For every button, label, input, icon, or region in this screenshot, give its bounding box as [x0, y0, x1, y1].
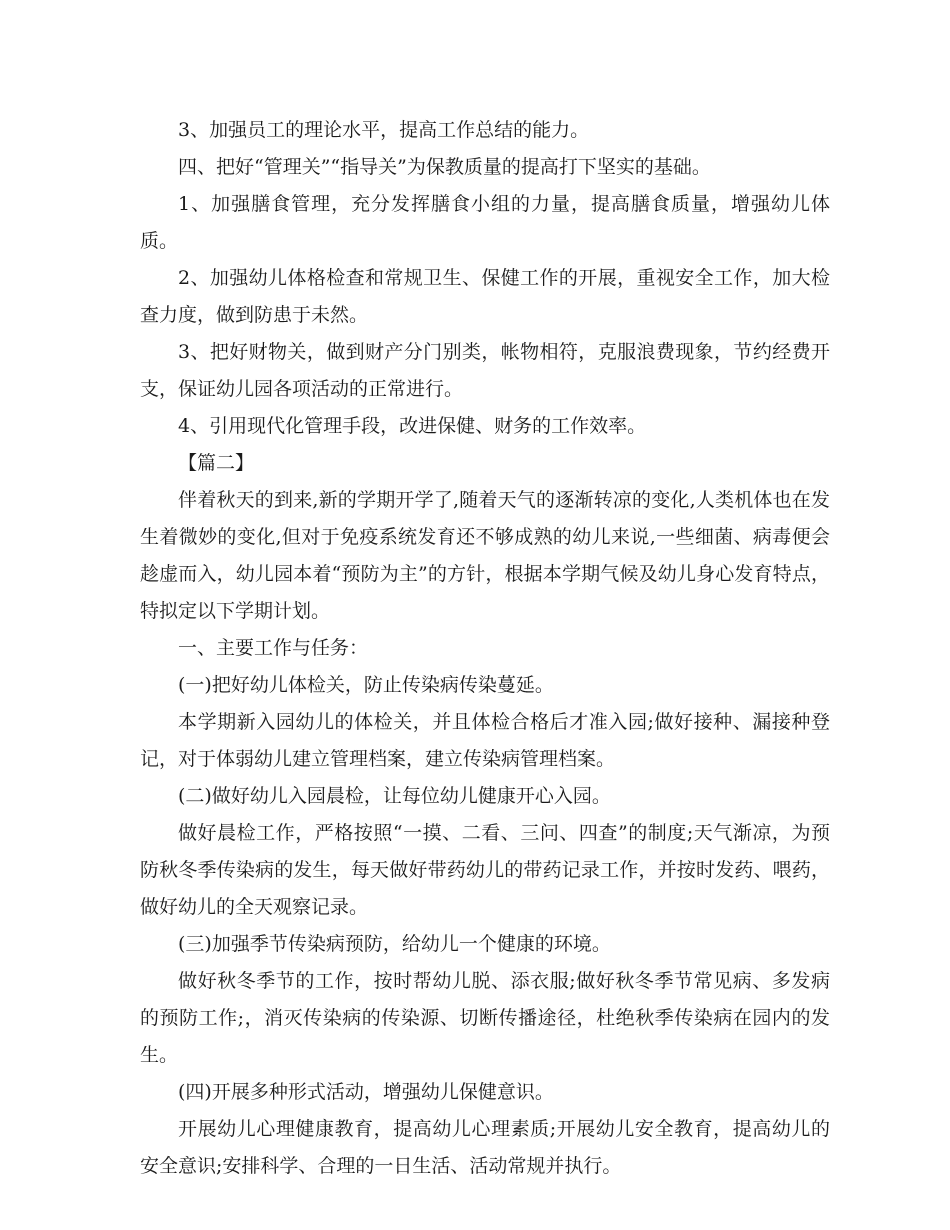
paragraph: 2、加强幼儿体格检查和常规卫生、保健工作的开展，重视安全工作，加大检查力度，做到防患于未然。 — [140, 267, 830, 326]
section-heading: 四、把好“管理关”“指导关”为保教质量的提高打下坚实的基础。 — [178, 156, 711, 178]
subsection-heading: (一)把好幼儿体检关，防止传染病传染蔓延。 — [178, 674, 554, 696]
part-heading: 【篇二】 — [178, 452, 255, 474]
document-body — [140, 112, 830, 1185]
subsection-heading: (二)做好幼儿入园晨检，让每位幼儿健康开心入园。 — [178, 785, 611, 807]
paragraph: 1、加强膳食管理，充分发挥膳食小组的力量，提高膳食质量，增强幼儿体质。 — [140, 193, 830, 252]
paragraph: 做好晨检工作，严格按照“一摸、二看、三问、四查”的制度;天气渐凉，为预防秋冬季传染病的发生，每天做好带药幼儿的带药记录工作，并按时发药、喂药，做好幼儿的全天观察记录。 — [140, 822, 830, 918]
paragraph: 4、引用现代化管理手段，改进保健、财务的工作效率。 — [178, 415, 647, 437]
paragraph: 本学期新入园幼儿的体检关，并且体检合格后才准入园;做好接种、漏接种登记，对于体弱幼儿建立管理档案，建立传染病管理档案。 — [140, 711, 830, 770]
paragraph: 伴着秋天的到来,新的学期开学了,随着天气的逐渐转凉的变化,人类机体也在发生着微妙的变化,但对于免疫系统发育还不够成熟的幼儿来说,一些细菌、病毒便会趁虚而入，幼儿园本着“预防为主”的方针，根据本学期气候及幼儿身心发育特点，特拟定以下学期计划。 — [140, 489, 830, 622]
paragraph: 做好秋冬季节的工作，按时帮幼儿脱、添衣服;做好秋冬季节常见病、多发病的预防工作;，消灭传染病的传染源、切断传播途径，杜绝秋季传染病在园内的发生。 — [140, 970, 830, 1066]
paragraph: 开展幼儿心理健康教育，提高幼儿心理素质;开展幼儿安全教育，提高幼儿的安全意识;安排科学、合理的一日生活、活动常规并执行。 — [140, 1118, 830, 1177]
subsection-heading: (三)加强季节传染病预防，给幼儿一个健康的环境。 — [178, 933, 611, 955]
subsection-heading: (四)开展多种形式活动，增强幼儿保健意识。 — [178, 1081, 554, 1103]
paragraph: 3、加强员工的理论水平，提高工作总结的能力。 — [178, 119, 590, 141]
paragraph: 3、把好财物关，做到财产分门别类，帐物相符，克服浪费现象，节约经费开支，保证幼儿园各项活动的正常进行。 — [140, 341, 830, 400]
section-heading: 一、主要工作与任务： — [178, 637, 369, 659]
